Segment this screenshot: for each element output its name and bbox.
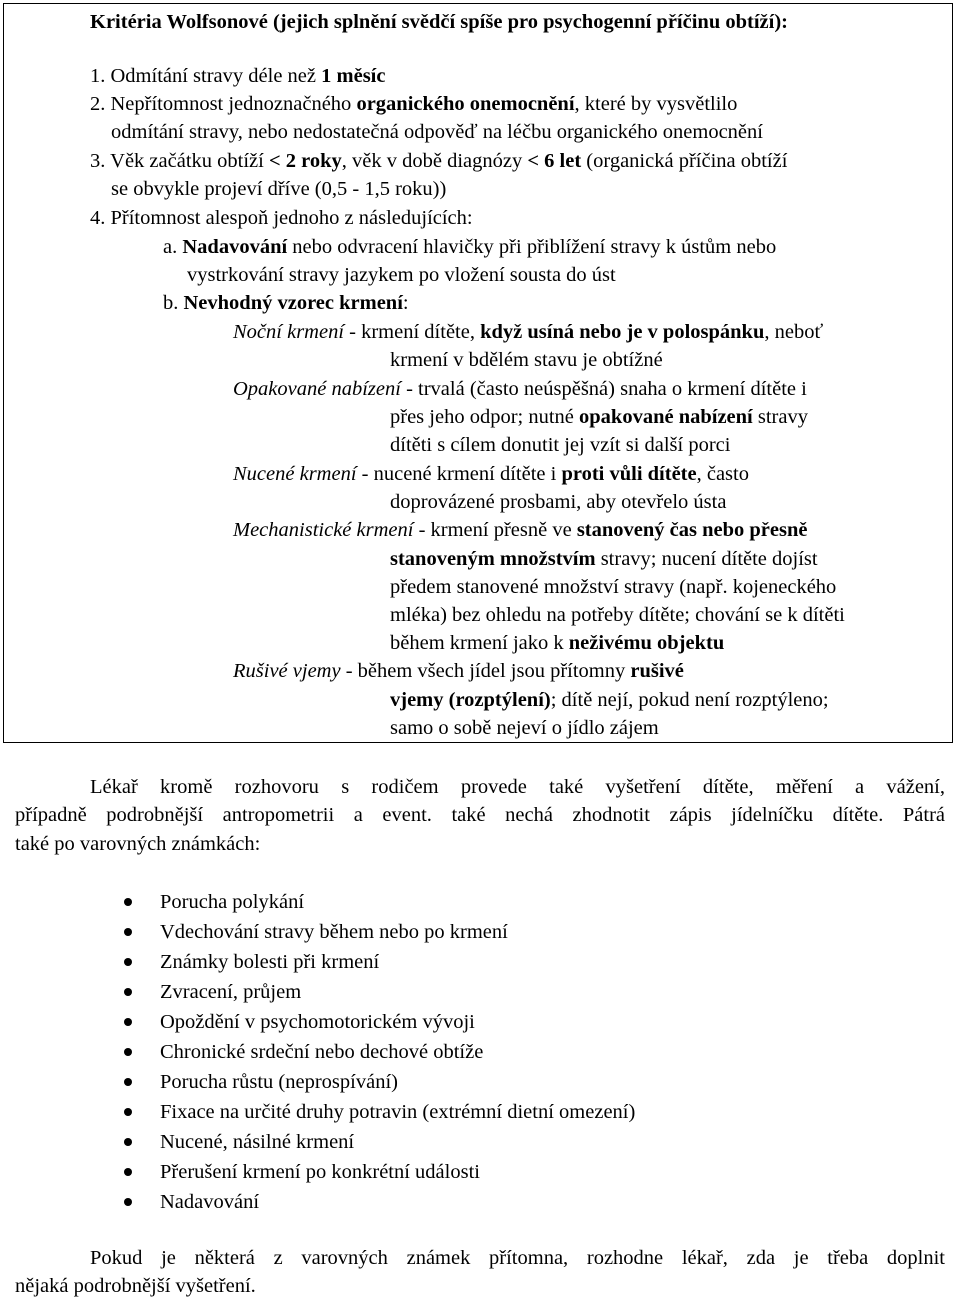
bullet-icon xyxy=(124,958,132,966)
pattern-rusive-cont: vjemy (rozptýlení); dítě nejí, pokud není rozptýleno; xyxy=(390,689,829,711)
pattern-mechanisticke-cont2: předem stanovené množství stravy (např. kojeneckého xyxy=(390,576,837,598)
criterion-3: 3. Věk začátku obtíží < 2 roky, věk v době diagnózy < 6 let (organická příčina obtíží xyxy=(90,150,788,172)
criterion-2: 2. Nepřítomnost jednoznačného organického onemocnění, které by vysvětlilo xyxy=(90,93,738,115)
pattern-opakovane-cont2: dítěti s cílem donutit jej vzít si další porci xyxy=(390,434,731,456)
list-item: Nadavování xyxy=(160,1191,260,1213)
pattern-mechanisticke-cont3: mléka) bez ohledu na potřeby dítěte; chování se k dítěti xyxy=(390,604,845,626)
list-item: Porucha polykání xyxy=(160,891,305,913)
paragraph2-line2: nějaká podrobnější vyšetření. xyxy=(15,1275,256,1297)
criterion-2-cont: odmítání stravy, nebo nedostatečná odpověď na léčbu organického onemocnění xyxy=(111,121,763,143)
list-item: Nucené, násilné krmení xyxy=(160,1131,355,1153)
pattern-nucene: Nucené krmení - nucené krmení dítěte i proti vůli dítěte, často xyxy=(233,463,749,485)
pattern-mechanisticke-cont: stanoveným množstvím stravy; nucení dítěte dojíst xyxy=(390,548,818,570)
criterion-3-cont: se obvykle projeví dříve (0,5 - 1,5 roku)) xyxy=(111,178,447,200)
list-item: Chronické srdeční nebo dechové obtíže xyxy=(160,1041,484,1063)
bullet-icon xyxy=(124,898,132,906)
bullet-icon xyxy=(124,988,132,996)
list-item: Přerušení krmení po konkrétní události xyxy=(160,1161,480,1183)
pattern-rusive: Rušivé vjemy - během všech jídel jsou přítomny rušivé xyxy=(233,660,684,682)
paragraph2-line1: Pokud je některá z varovných známek přítomna, rozhodne lékař, zda je třeba doplnit xyxy=(90,1247,945,1269)
bullet-icon xyxy=(124,1048,132,1056)
list-item: Známky bolesti při krmení xyxy=(160,951,380,973)
bullet-icon xyxy=(124,928,132,936)
criteria-title: Kritéria Wolfsonové (jejich splnění svědčí spíše pro psychogenní příčinu obtíží): xyxy=(90,11,788,33)
bullet-icon xyxy=(124,1108,132,1116)
list-item: Vdechování stravy během nebo po krmení xyxy=(160,921,508,943)
criterion-4: 4. Přítomnost alespoň jednoho z následujících: xyxy=(90,207,473,229)
bullet-icon xyxy=(124,1018,132,1026)
pattern-nocni-cont: krmení v bdělém stavu je obtížné xyxy=(390,349,663,371)
paragraph1-line3: také po varovných známkách: xyxy=(15,833,261,855)
paragraph1-line1: Lékař kromě rozhovoru s rodičem provede také vyšetření dítěte, měření a vážení, xyxy=(90,776,945,798)
pattern-mechanisticke-cont4: během krmení jako k neživému objektu xyxy=(390,632,725,654)
list-item: Opoždění v psychomotorickém vývoji xyxy=(160,1011,475,1033)
bullet-icon xyxy=(124,1168,132,1176)
pattern-nucene-cont: doprovázené prosbami, aby otevřelo ústa xyxy=(390,491,727,513)
criterion-4a-cont: vystrkování stravy jazykem po vložení sousta do úst xyxy=(187,264,616,286)
criterion-1: 1. Odmítání stravy déle než 1 měsíc xyxy=(90,65,386,87)
paragraph1-line2: případně podrobnější antropometrii a event. také nechá zhodnotit zápis jídelníčku dítěte. Pátrá xyxy=(15,804,945,826)
list-item: Zvracení, průjem xyxy=(160,981,302,1003)
bullet-icon xyxy=(124,1138,132,1146)
criterion-4b: b. Nevhodný vzorec krmení: xyxy=(163,292,409,314)
pattern-opakovane-cont: přes jeho odpor; nutné opakované nabízení stravy xyxy=(390,406,808,428)
pattern-mechanisticke: Mechanistické krmení - krmení přesně ve stanovený čas nebo přesně xyxy=(233,519,808,541)
criterion-4a: a. Nadavování nebo odvracení hlavičky při přiblížení stravy k ústům nebo xyxy=(163,236,777,258)
list-item: Fixace na určité druhy potravin (extrémní dietní omezení) xyxy=(160,1101,636,1123)
bullet-icon xyxy=(124,1198,132,1206)
pattern-nocni: Noční krmení - krmení dítěte, když usíná nebo je v polospánku, neboť xyxy=(233,321,824,343)
pattern-rusive-cont2: samo o sobě nejeví o jídlo zájem xyxy=(390,717,659,739)
list-item: Porucha růstu (neprospívání) xyxy=(160,1071,398,1093)
bullet-icon xyxy=(124,1078,132,1086)
pattern-opakovane: Opakované nabízení - trvalá (často neúspěšná) snaha o krmení dítěte i xyxy=(233,378,807,400)
